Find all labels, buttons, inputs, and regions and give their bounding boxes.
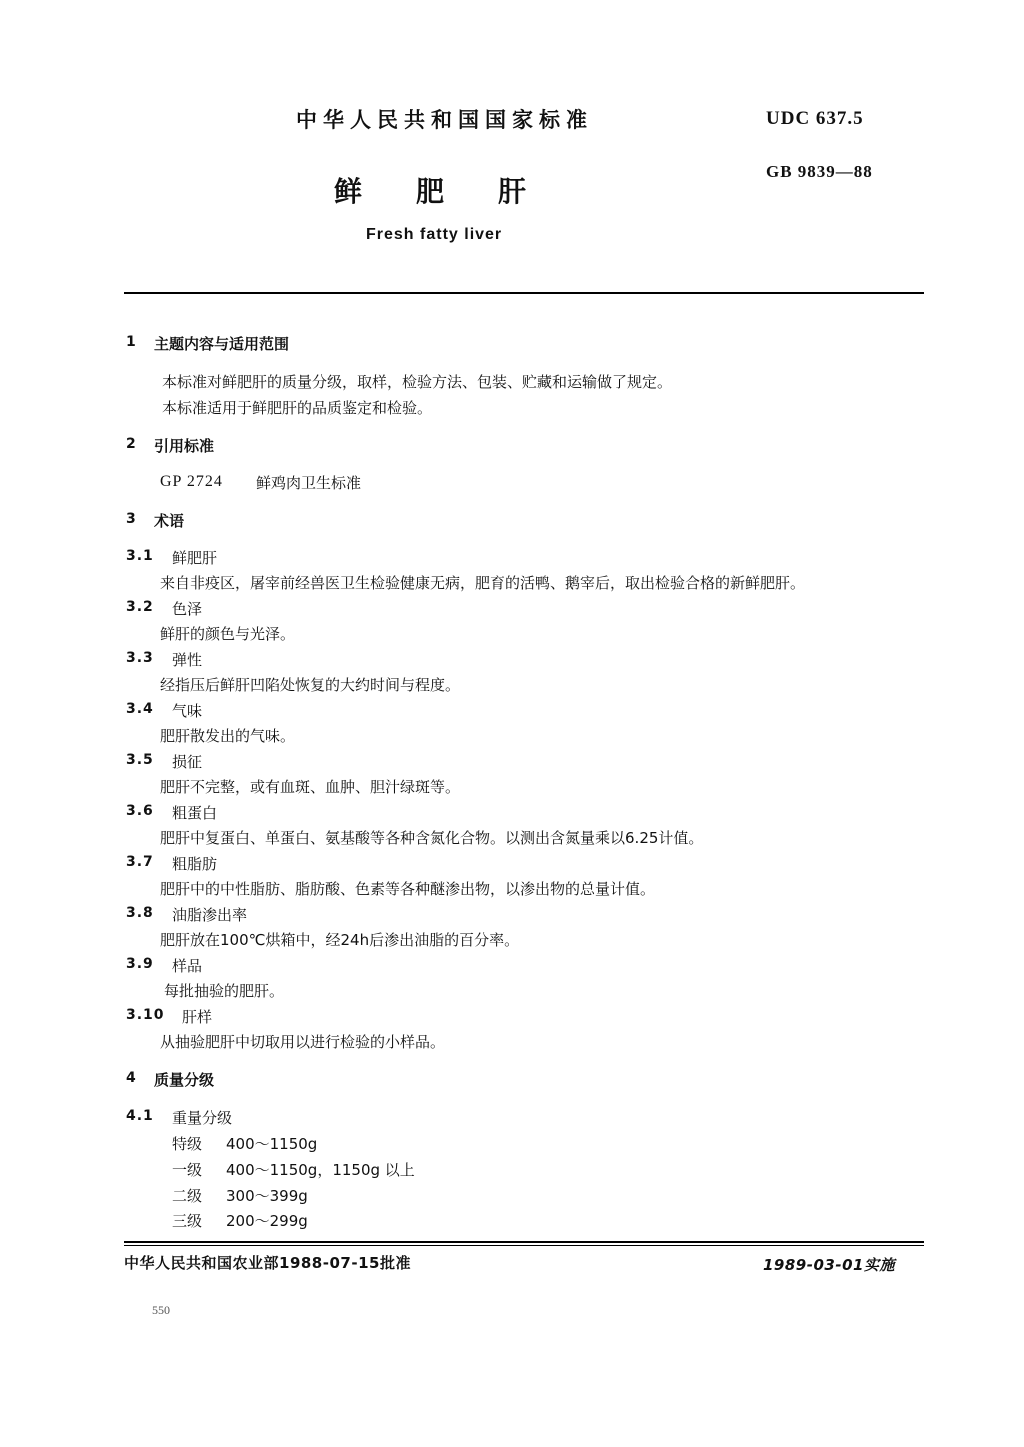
- term-number: 3.9: [126, 956, 154, 972]
- term-number: 3.4: [126, 701, 154, 717]
- section-title: 质量分级: [154, 1071, 215, 1089]
- page-number: 550: [152, 1303, 170, 1317]
- term-definition: 从抽验肥肝中切取用以进行检验的小样品。: [160, 1033, 446, 1051]
- grade-label: 一级: [172, 1161, 203, 1179]
- effective-date: 1989-03-01实施: [763, 1256, 895, 1274]
- section-title: 术语: [154, 512, 185, 530]
- grade-range: 300～399g: [226, 1187, 308, 1205]
- term-number: 3.3: [126, 650, 154, 666]
- term-definition: 肥肝散发出的气味。: [160, 727, 296, 745]
- term-name: 气味: [172, 702, 203, 720]
- reference-name: 鲜鸡肉卫生标准: [256, 474, 362, 492]
- term-number: 3.2: [126, 599, 154, 615]
- section-number: 3: [126, 511, 137, 527]
- document-title-en: Fresh fatty liver: [366, 226, 503, 243]
- term-name: 油脂渗出率: [172, 906, 248, 924]
- term-definition: 肥肝放在100℃烘箱中，经24h后渗出油脂的百分率。: [160, 931, 520, 949]
- term-definition: 肥肝中的中性脂肪、脂肪酸、色素等各种醚渗出物，以渗出物的总量计值。: [160, 880, 656, 898]
- term-definition: 经指压后鲜肝凹陷处恢复的大约时间与程度。: [160, 676, 461, 694]
- grade-range: 200～299g: [226, 1212, 308, 1230]
- section-title: 主题内容与适用范围: [154, 335, 290, 353]
- term-name: 弹性: [172, 651, 203, 669]
- term-name: 损征: [172, 753, 203, 771]
- section-number: 2: [126, 436, 137, 452]
- grade-range: 400～1150g，1150g 以上: [226, 1161, 415, 1179]
- footer-divider: [124, 1241, 924, 1243]
- term-definition: 鲜肝的颜色与光泽。: [160, 625, 296, 643]
- reference-code: GP 2724: [160, 473, 223, 490]
- gb-code: GB 9839—88: [766, 162, 873, 181]
- term-definition: 来自非疫区，屠宰前经兽医卫生检验健康无病，肥育的活鸭、鹅宰后，取出检验合格的新鲜肥肝。: [160, 574, 806, 592]
- subsection-title: 重量分级: [172, 1109, 233, 1127]
- document-title-cn: 鲜肥肝: [334, 175, 581, 208]
- approval-date: 中华人民共和国农业部1988-07-15批准: [124, 1254, 411, 1272]
- term-number: 3.8: [126, 905, 154, 921]
- header-divider: [124, 292, 924, 294]
- term-name: 鲜肥肝: [172, 549, 218, 567]
- term-name: 样品: [172, 957, 203, 975]
- term-number: 3.5: [126, 752, 154, 768]
- grade-label: 特级: [172, 1135, 203, 1153]
- term-definition: 肥肝中复蛋白、单蛋白、氨基酸等各种含氮化合物。以测出含氮量乘以6.25计值。: [160, 829, 704, 847]
- grade-label: 三级: [172, 1212, 203, 1230]
- term-name: 粗蛋白: [172, 804, 218, 822]
- subsection-number: 4.1: [126, 1108, 154, 1124]
- section-title: 引用标准: [154, 437, 215, 455]
- term-number: 3.7: [126, 854, 154, 870]
- paragraph: 本标准适用于鲜肥肝的品质鉴定和检验。: [162, 399, 433, 417]
- term-number: 3.6: [126, 803, 154, 819]
- term-name: 色泽: [172, 600, 203, 618]
- term-number: 3.10: [126, 1007, 165, 1023]
- section-number: 4: [126, 1070, 137, 1086]
- term-name: 肝样: [182, 1008, 213, 1026]
- grade-label: 二级: [172, 1187, 203, 1205]
- section-number: 1: [126, 334, 137, 350]
- footer-divider-thin: [124, 1245, 924, 1246]
- udc-code: UDC 637.5: [766, 108, 864, 129]
- term-definition: 每批抽验的肥肝。: [164, 982, 285, 1000]
- term-number: 3.1: [126, 548, 154, 564]
- term-definition: 肥肝不完整，或有血斑、血肿、胆汁绿斑等。: [160, 778, 461, 796]
- paragraph: 本标准对鲜肥肝的质量分级，取样，检验方法、包装、贮藏和运输做了规定。: [162, 373, 673, 391]
- term-name: 粗脂肪: [172, 855, 218, 873]
- standard-title: 中华人民共和国国家标准: [296, 108, 593, 132]
- grade-range: 400～1150g: [226, 1135, 318, 1153]
